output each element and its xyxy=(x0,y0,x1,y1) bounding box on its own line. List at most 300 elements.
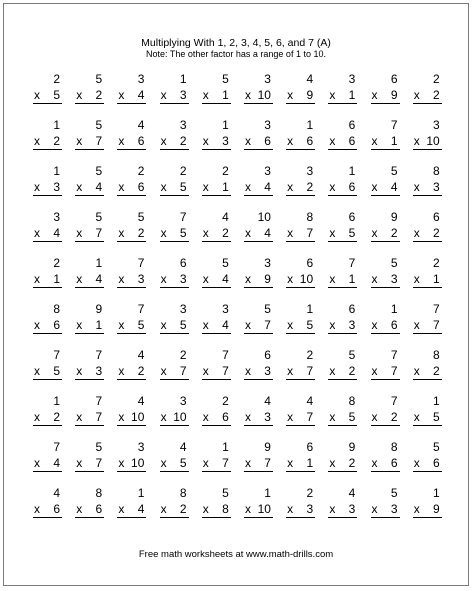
multiplication-problem xyxy=(325,440,363,486)
top-factor: 1 xyxy=(53,164,60,178)
answer-line xyxy=(328,425,357,426)
bottom-factor: 7 xyxy=(95,456,103,470)
bottom-row xyxy=(161,226,187,240)
bottom-row xyxy=(76,364,102,378)
bottom-row xyxy=(414,364,440,378)
bottom-factor: 6 xyxy=(53,318,60,332)
bottom-factor: 2 xyxy=(95,88,103,102)
bottom-row xyxy=(329,456,355,470)
bottom-row xyxy=(329,88,355,102)
multiply-sign: x xyxy=(287,88,294,102)
bottom-factor: 5 xyxy=(179,226,187,240)
top-factor: 6 xyxy=(306,256,314,270)
multiplication-problem xyxy=(72,440,110,486)
bottom-row xyxy=(329,272,355,286)
bottom-factor: 6 xyxy=(433,456,440,470)
bottom-row xyxy=(161,364,187,378)
multiply-sign: x xyxy=(76,410,83,424)
bottom-row xyxy=(161,272,187,286)
answer-line xyxy=(244,287,273,288)
multiply-sign: x xyxy=(202,180,209,194)
answer-line xyxy=(160,471,189,472)
answer-line xyxy=(33,517,62,518)
answer-line xyxy=(286,379,315,380)
answer-line xyxy=(117,379,146,380)
bottom-factor: 3 xyxy=(264,364,271,378)
bottom-row xyxy=(372,410,398,424)
bottom-row xyxy=(76,272,102,286)
bottom-row xyxy=(34,180,60,194)
answer-line xyxy=(202,425,231,426)
multiply-sign: x xyxy=(244,410,251,424)
bottom-factor: 3 xyxy=(53,180,60,194)
multiplication-problem xyxy=(114,302,152,348)
multiply-sign: x xyxy=(160,502,167,516)
multiplication-problem xyxy=(114,348,152,394)
multiplication-problem xyxy=(114,394,152,440)
top-factor: 9 xyxy=(390,210,398,224)
multiplication-problem xyxy=(410,394,448,440)
multiplication-problem xyxy=(325,210,363,256)
multiplication-problem xyxy=(72,486,110,532)
top-factor: 4 xyxy=(179,440,187,454)
bottom-factor: 3 xyxy=(179,272,187,286)
bottom-row xyxy=(203,364,229,378)
multiply-sign: x xyxy=(413,318,420,332)
multiplication-problem xyxy=(199,394,237,440)
multiplication-problem xyxy=(157,394,195,440)
answer-line xyxy=(286,287,315,288)
multiply-sign: x xyxy=(244,318,251,332)
bottom-row xyxy=(329,180,355,194)
multiplication-problem xyxy=(410,72,448,118)
multiply-sign: x xyxy=(76,226,83,240)
multiplication-problem xyxy=(157,348,195,394)
bottom-row xyxy=(203,410,229,424)
bottom-row xyxy=(245,318,271,332)
multiplication-problem xyxy=(114,118,152,164)
bottom-row xyxy=(203,318,229,332)
multiplication-problem xyxy=(283,486,321,532)
bottom-factor: 5 xyxy=(179,180,187,194)
multiply-sign: x xyxy=(287,318,294,332)
multiplication-problem xyxy=(241,302,279,348)
answer-line xyxy=(33,149,62,150)
multiply-sign: x xyxy=(329,456,336,470)
bottom-factor: 7 xyxy=(306,364,314,378)
answer-line xyxy=(413,517,442,518)
multiplication-problem xyxy=(157,302,195,348)
multiply-sign: x xyxy=(118,318,125,332)
multiply-sign: x xyxy=(287,134,294,148)
problem-grid xyxy=(30,72,452,532)
bottom-row xyxy=(118,502,144,516)
bottom-row xyxy=(76,318,102,332)
bottom-row xyxy=(329,134,355,148)
multiplication-problem xyxy=(283,302,321,348)
answer-line xyxy=(117,471,146,472)
multiplication-problem xyxy=(241,72,279,118)
answer-line xyxy=(117,287,146,288)
multiplication-problem xyxy=(325,302,363,348)
bottom-row xyxy=(34,410,60,424)
top-factor: 7 xyxy=(433,302,440,316)
top-factor: 4 xyxy=(264,394,271,408)
multiply-sign: x xyxy=(287,410,294,424)
bottom-row xyxy=(414,318,440,332)
multiplication-problem xyxy=(199,72,237,118)
answer-line xyxy=(117,241,146,242)
bottom-row xyxy=(245,502,271,516)
bottom-row xyxy=(118,272,144,286)
multiplication-problem xyxy=(241,486,279,532)
multiplication-problem xyxy=(241,394,279,440)
bottom-factor: 2 xyxy=(53,134,60,148)
bottom-factor: 4 xyxy=(95,272,103,286)
multiplication-problem xyxy=(368,72,406,118)
top-factor: 2 xyxy=(306,348,314,362)
multiply-sign: x xyxy=(287,180,294,194)
top-factor: 4 xyxy=(348,486,356,500)
multiply-sign: x xyxy=(202,88,209,102)
bottom-factor: 5 xyxy=(137,318,145,332)
multiplication-problem xyxy=(199,440,237,486)
multiply-sign: x xyxy=(371,88,378,102)
answer-line xyxy=(160,103,189,104)
answer-line xyxy=(371,149,400,150)
bottom-row xyxy=(203,502,229,516)
multiply-sign: x xyxy=(329,410,336,424)
bottom-factor: 5 xyxy=(53,364,60,378)
answer-line xyxy=(160,333,189,334)
top-factor: 5 xyxy=(264,302,271,316)
multiply-sign: x xyxy=(118,180,125,194)
bottom-factor: 1 xyxy=(222,180,229,194)
top-factor: 8 xyxy=(433,348,440,362)
bottom-row xyxy=(203,88,229,102)
bottom-row xyxy=(372,272,398,286)
multiply-sign: x xyxy=(371,180,378,194)
multiplication-problem xyxy=(283,210,321,256)
answer-line xyxy=(160,195,189,196)
top-factor: 8 xyxy=(179,486,187,500)
multiply-sign: x xyxy=(413,456,420,470)
multiplication-problem xyxy=(114,210,152,256)
multiply-sign: x xyxy=(34,226,40,240)
answer-line xyxy=(371,287,400,288)
multiply-sign: x xyxy=(160,318,167,332)
top-factor: 5 xyxy=(390,256,398,270)
bottom-factor: 1 xyxy=(348,272,356,286)
top-factor: 2 xyxy=(137,164,145,178)
answer-line xyxy=(286,425,315,426)
multiply-sign: x xyxy=(413,410,420,424)
multiplication-problem xyxy=(283,348,321,394)
multiplication-problem xyxy=(157,118,195,164)
bottom-factor: 7 xyxy=(179,364,187,378)
bottom-factor: 2 xyxy=(390,410,398,424)
multiplication-problem xyxy=(199,118,237,164)
answer-line xyxy=(202,241,231,242)
multiply-sign: x xyxy=(34,364,40,378)
multiply-sign: x xyxy=(118,272,125,286)
bottom-row xyxy=(76,226,102,240)
multiply-sign: x xyxy=(118,88,125,102)
bottom-row xyxy=(372,502,398,516)
multiplication-problem xyxy=(283,118,321,164)
bottom-row xyxy=(76,134,102,148)
bottom-factor: 6 xyxy=(390,456,398,470)
multiply-sign: x xyxy=(202,456,209,470)
multiplication-problem xyxy=(157,72,195,118)
top-factor: 8 xyxy=(95,486,103,500)
answer-line xyxy=(244,241,273,242)
bottom-row xyxy=(245,134,271,148)
top-factor: 4 xyxy=(222,210,229,224)
bottom-factor: 9 xyxy=(390,88,398,102)
top-factor: 6 xyxy=(433,210,440,224)
bottom-row xyxy=(329,364,355,378)
bottom-row xyxy=(34,456,60,470)
multiply-sign: x xyxy=(76,456,83,470)
bottom-row xyxy=(329,410,355,424)
multiply-sign: x xyxy=(329,318,336,332)
multiply-sign: x xyxy=(160,456,167,470)
multiply-sign: x xyxy=(34,88,40,102)
footer-text: Free math worksheets at www.math-drills.com xyxy=(138,549,334,560)
top-factor: 1 xyxy=(222,440,229,454)
bottom-factor: 1 xyxy=(95,318,103,332)
multiply-sign: x xyxy=(244,456,251,470)
multiplication-problem xyxy=(325,72,363,118)
bottom-row xyxy=(287,502,313,516)
answer-line xyxy=(160,517,189,518)
answer-line xyxy=(371,195,400,196)
multiply-sign: x xyxy=(34,318,40,332)
bottom-factor: 4 xyxy=(264,180,271,194)
top-factor: 5 xyxy=(390,486,398,500)
bottom-row xyxy=(372,318,398,332)
multiplication-problem xyxy=(368,486,406,532)
top-factor: 6 xyxy=(306,440,314,454)
multiplication-problem xyxy=(199,256,237,302)
multiply-sign: x xyxy=(160,180,167,194)
multiply-sign: x xyxy=(34,456,40,470)
multiply-sign: x xyxy=(244,502,251,516)
answer-line xyxy=(413,195,442,196)
answer-line xyxy=(117,103,146,104)
top-factor: 2 xyxy=(53,256,60,270)
multiplication-problem xyxy=(241,118,279,164)
multiply-sign: x xyxy=(413,226,420,240)
answer-line xyxy=(202,195,231,196)
top-factor: 5 xyxy=(222,256,229,270)
bottom-factor: 10 xyxy=(173,410,187,424)
answer-line xyxy=(75,103,104,104)
top-factor: 3 xyxy=(348,72,356,86)
top-factor: 1 xyxy=(137,486,145,500)
multiplication-problem xyxy=(368,164,406,210)
bottom-factor: 5 xyxy=(179,456,187,470)
bottom-row xyxy=(118,364,144,378)
answer-line xyxy=(160,287,189,288)
answer-line xyxy=(160,379,189,380)
multiply-sign: x xyxy=(329,502,336,516)
top-factor: 1 xyxy=(179,72,187,86)
multiplication-problem xyxy=(72,72,110,118)
answer-line xyxy=(244,195,273,196)
answer-line xyxy=(202,517,231,518)
bottom-row xyxy=(287,180,313,194)
bottom-factor: 7 xyxy=(222,364,229,378)
multiplication-problem xyxy=(30,440,68,486)
bottom-factor: 5 xyxy=(348,410,356,424)
multiply-sign: x xyxy=(371,456,378,470)
top-factor: 7 xyxy=(348,256,356,270)
multiplication-problem xyxy=(410,164,448,210)
bottom-factor: 1 xyxy=(53,272,60,286)
bottom-factor: 8 xyxy=(222,502,229,516)
answer-line xyxy=(202,471,231,472)
multiply-sign: x xyxy=(244,88,251,102)
top-factor: 5 xyxy=(95,164,103,178)
bottom-factor: 5 xyxy=(53,88,60,102)
bottom-row xyxy=(118,410,144,424)
top-factor: 1 xyxy=(222,118,229,132)
top-factor: 4 xyxy=(137,118,145,132)
multiply-sign: x xyxy=(118,456,125,470)
bottom-factor: 2 xyxy=(222,226,229,240)
bottom-row xyxy=(329,226,355,240)
multiplication-problem xyxy=(283,256,321,302)
multiplication-problem xyxy=(368,348,406,394)
bottom-row xyxy=(118,456,144,470)
bottom-factor: 6 xyxy=(348,180,356,194)
multiply-sign: x xyxy=(118,134,125,148)
multiply-sign: x xyxy=(202,134,209,148)
answer-line xyxy=(75,241,104,242)
top-factor: 9 xyxy=(348,440,356,454)
answer-line xyxy=(328,379,357,380)
answer-line xyxy=(202,379,231,380)
top-factor: 4 xyxy=(53,486,60,500)
top-factor: 7 xyxy=(137,256,145,270)
top-factor: 5 xyxy=(95,118,103,132)
top-factor: 3 xyxy=(179,302,187,316)
top-factor: 7 xyxy=(53,440,60,454)
multiplication-problem xyxy=(72,118,110,164)
answer-line xyxy=(413,149,442,150)
multiplication-problem xyxy=(241,440,279,486)
top-factor: 5 xyxy=(222,72,229,86)
multiply-sign: x xyxy=(329,226,336,240)
worksheet-title: Multiplying With 1, 2, 3, 4, 5, 6, and 7 (A) xyxy=(141,37,331,49)
answer-line xyxy=(371,103,400,104)
bottom-row xyxy=(34,134,60,148)
bottom-factor: 1 xyxy=(306,456,314,470)
multiply-sign: x xyxy=(202,272,209,286)
bottom-factor: 3 xyxy=(390,502,398,516)
bottom-row xyxy=(287,456,313,470)
bottom-row xyxy=(372,134,398,148)
bottom-factor: 7 xyxy=(264,456,271,470)
bottom-factor: 6 xyxy=(137,180,145,194)
multiply-sign: x xyxy=(287,226,294,240)
bottom-row xyxy=(372,456,398,470)
top-factor: 3 xyxy=(179,118,187,132)
multiply-sign: x xyxy=(160,364,167,378)
answer-line xyxy=(117,333,146,334)
multiplication-problem xyxy=(410,440,448,486)
multiply-sign: x xyxy=(118,410,125,424)
answer-line xyxy=(75,195,104,196)
worksheet-note: Note: The other factor has a range of 1 to 10. xyxy=(146,49,326,59)
top-factor: 2 xyxy=(433,72,440,86)
multiplication-problem xyxy=(199,486,237,532)
multiply-sign: x xyxy=(76,134,83,148)
bottom-factor: 9 xyxy=(264,272,271,286)
bottom-row xyxy=(161,456,187,470)
multiply-sign: x xyxy=(371,272,378,286)
multiply-sign: x xyxy=(371,410,378,424)
bottom-factor: 7 xyxy=(95,410,103,424)
bottom-row xyxy=(118,180,144,194)
multiply-sign: x xyxy=(287,364,294,378)
bottom-factor: 4 xyxy=(222,318,229,332)
multiply-sign: x xyxy=(413,364,420,378)
bottom-row xyxy=(161,180,187,194)
bottom-row xyxy=(245,456,271,470)
bottom-row xyxy=(329,318,355,332)
top-factor: 3 xyxy=(137,440,145,454)
top-factor: 9 xyxy=(264,440,271,454)
multiplication-problem xyxy=(325,348,363,394)
top-factor: 2 xyxy=(433,256,440,270)
multiplication-problem xyxy=(114,72,152,118)
bottom-factor: 10 xyxy=(257,502,271,516)
multiplication-problem xyxy=(325,394,363,440)
top-factor: 8 xyxy=(390,440,398,454)
top-factor: 2 xyxy=(53,72,60,86)
multiplication-problem xyxy=(410,486,448,532)
answer-line xyxy=(75,149,104,150)
answer-line xyxy=(371,379,400,380)
multiplication-problem xyxy=(410,302,448,348)
multiplication-problem xyxy=(241,348,279,394)
top-factor: 3 xyxy=(264,164,271,178)
multiply-sign: x xyxy=(202,318,209,332)
top-factor: 7 xyxy=(222,348,229,362)
multiply-sign: x xyxy=(371,318,378,332)
multiplication-problem xyxy=(199,348,237,394)
multiply-sign: x xyxy=(287,502,294,516)
multiply-sign: x xyxy=(118,364,125,378)
top-factor: 3 xyxy=(264,256,271,270)
answer-line xyxy=(117,517,146,518)
multiplication-problem xyxy=(368,210,406,256)
multiply-sign: x xyxy=(329,180,336,194)
bottom-factor: 5 xyxy=(179,318,187,332)
bottom-factor: 10 xyxy=(426,134,440,148)
answer-line xyxy=(328,287,357,288)
bottom-row xyxy=(245,180,271,194)
bottom-row xyxy=(203,456,229,470)
multiplication-problem xyxy=(30,394,68,440)
multiply-sign: x xyxy=(371,226,378,240)
multiplication-problem xyxy=(283,164,321,210)
bottom-row xyxy=(118,318,144,332)
bottom-row xyxy=(203,180,229,194)
